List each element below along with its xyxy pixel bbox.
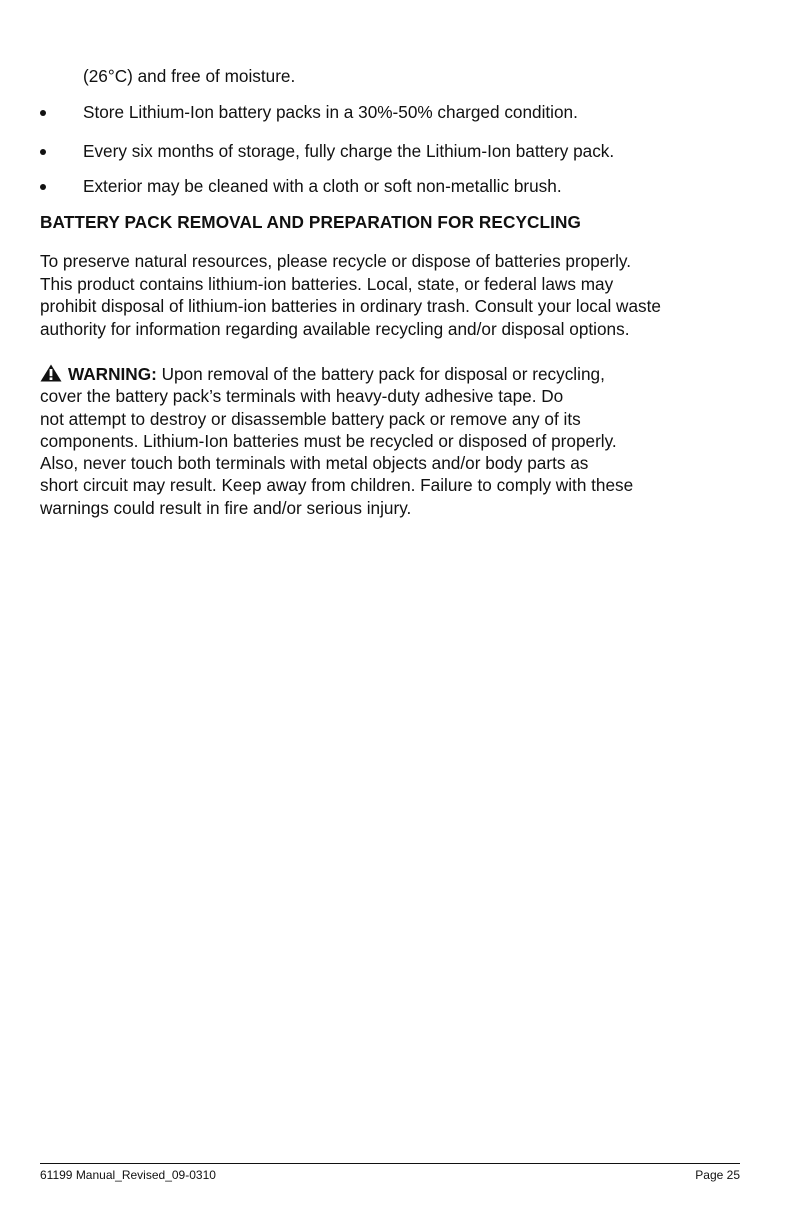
section-body — [40, 250, 760, 340]
continued-text-line: (26°C) and free of moisture. — [83, 66, 296, 86]
bullet-item — [0, 141, 793, 165]
bullet-dot-icon — [40, 184, 46, 190]
bullet-dot-icon — [40, 149, 46, 155]
footer-document-id: 61199 Manual_Revised_09-0310 — [40, 1168, 216, 1182]
section-heading: BATTERY PACK REMOVAL AND PREPARATION FOR RECYCLING — [40, 212, 582, 232]
body-line: prohibit disposal of lithium-ion batteries in ordinary trash. Consult your local waste — [40, 296, 661, 316]
bullet-dot-icon — [40, 110, 46, 116]
warning-line: short circuit may result. Keep away from children. Failure to comply with these — [40, 475, 634, 496]
body-line: authority for information regarding available recycling and/or disposal options. — [40, 318, 630, 339]
body-line: To preserve natural resources, please recycle or dispose of batteries properly. — [40, 251, 632, 271]
bullet-item — [0, 102, 793, 126]
bullet-text: Every six months of storage, fully charge the Lithium-Ion battery pack. — [83, 141, 615, 161]
warning-label: WARNING: — [68, 364, 157, 384]
warning-block — [40, 363, 760, 519]
body-line: This product contains lithium-ion batteries. Local, state, or federal laws may — [40, 273, 614, 294]
footer-divider — [40, 1163, 740, 1164]
warning-line: not attempt to destroy or disassemble battery pack or remove any of its — [40, 408, 581, 429]
warning-triangle-icon — [40, 364, 62, 382]
bullet-text: Exterior may be cleaned with a cloth or soft non-metallic brush. — [83, 176, 562, 196]
footer-page-number: Page 25 — [695, 1168, 740, 1182]
warning-line: warnings could result in fire and/or serious injury. — [40, 497, 412, 518]
warning-line: Also, never touch both terminals with metal objects and/or body parts as — [40, 453, 589, 474]
warning-line: cover the battery pack’s terminals with heavy-duty adhesive tape. Do — [40, 386, 564, 407]
bullet-item — [0, 176, 793, 200]
warning-first-line-text: Upon removal of the battery pack for disposal or recycling, — [156, 364, 605, 384]
warning-first-line — [40, 363, 760, 385]
bullet-text: Store Lithium-Ion battery packs in a 30%-50% charged condition. — [83, 102, 578, 122]
warning-line: components. Lithium-Ion batteries must be recycled or disposed of properly. — [40, 430, 617, 451]
